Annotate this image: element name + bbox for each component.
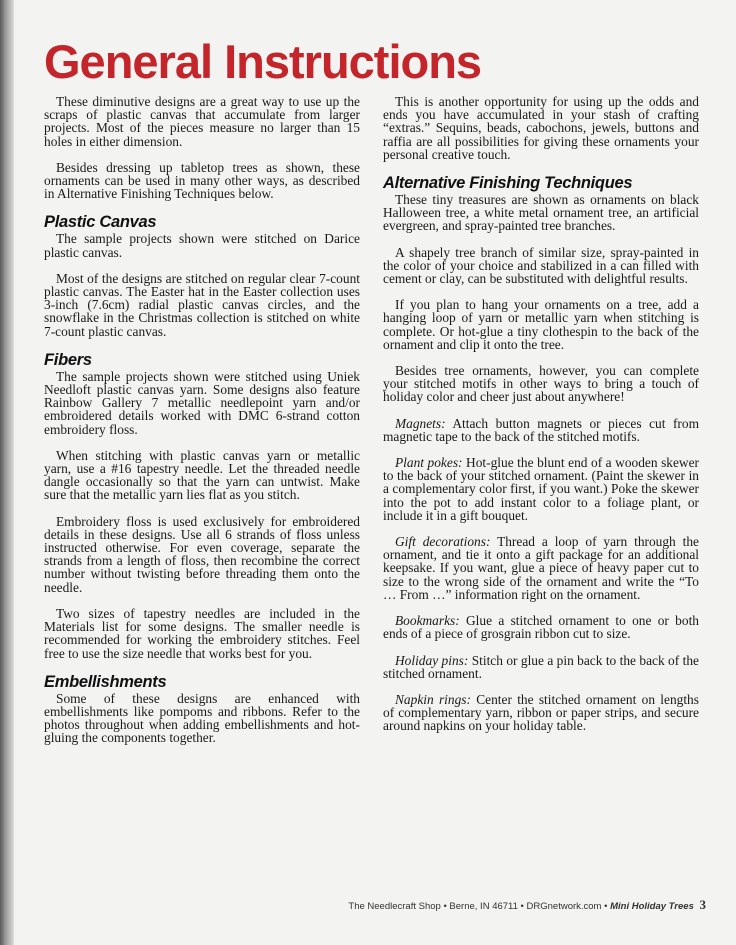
body-paragraph: Besides dressing up tabletop trees as shown, these ornaments can be used in many other ways, as described in Alternative Finishing Techniques below.: [44, 159, 360, 202]
section-heading: Fibers: [44, 350, 92, 369]
technique-paragraph: [383, 614, 699, 640]
technique-lead: Plant pokes:: [395, 455, 463, 471]
body-paragraph: Some of these designs are enhanced with embellishments like pompoms and ribbons. Refer to the photos throughout when adding embellishments and hot-gluing the components together.: [44, 690, 360, 746]
page-footer: [348, 897, 706, 913]
book-spine-shadow: [0, 0, 14, 945]
technique-text: Stitch or glue a pin back to the back of the stitched ornament.: [383, 652, 699, 681]
body-paragraph: If you plan to hang your ornaments on a tree, add a hanging loop of yarn or metallic yarn when stitching is complete. Or hot-glue a tiny clothespin to the back of the ornament and clip it onto the tree.: [383, 297, 699, 352]
left-column: [44, 95, 360, 758]
body-paragraph: These diminutive designs are a great way to use up the scraps of plastic canvas that accumulate from larger projects. Most of the pieces measure no larger than 15 holes in either dimension.: [44, 94, 360, 149]
footer-book-title: Mini Holiday Trees: [610, 901, 694, 912]
technique-lead: Holiday pins:: [395, 652, 469, 668]
body-paragraph: The sample projects shown were stitched using Uniek Needloft plastic canvas yarn. Some designs also feature Rainbow Gallery 7 metallic needlepoint yarn and/or embroidered details worked with DMC 6-strand cotton embroidery floss.: [44, 368, 360, 437]
right-column: [383, 95, 699, 746]
technique-lead: Gift decorations:: [395, 534, 491, 550]
technique-text: Attach button magnets or pieces cut from magnetic tape to the back of the stitched motifs.: [383, 415, 699, 444]
body-paragraph: Besides tree ornaments, however, you can complete your stitched motifs in other ways to bring a touch of holiday color and cheer just about anywhere!: [383, 363, 699, 405]
body-paragraph: These tiny treasures are shown as ornaments on black Halloween tree, a white metal ornament tree, an artificial evergreen, and spray-painted tree branches.: [383, 192, 699, 234]
page-title: General Instructions: [44, 35, 482, 88]
technique-text: Glue a stitched ornament to one or both ends of a piece of grosgrain ribbon cut to size.: [383, 613, 699, 642]
section-heading: Embellishments: [44, 672, 167, 691]
body-paragraph: Most of the designs are stitched on regular clear 7-count plastic canvas. The Easter hat in the Easter collection uses 3-inch (7.6cm) radial plastic canvas circles, and the snowflake in the Christmas collection is stitched on white 7-count plastic canvas.: [44, 270, 360, 339]
body-paragraph: Embroidery floss is used exclusively for embroidered details in these designs. Use all 6 strands of floss unless instructed otherwise. For even coverage, separate the strands from a length of floss, then recombine the correct number without twisting before threading them onto the needle.: [44, 513, 360, 595]
technique-text: Center the stitched ornament on lengths of complementary yarn, ribbon or paper strips, and secure around napkins on your holiday table.: [383, 691, 699, 734]
technique-lead: Magnets:: [395, 415, 446, 431]
body-paragraph: Two sizes of tapestry needles are included in the Materials list for some designs. The smaller needle is recommended for working the embroidery stitches. Feel free to use the size needle that works best for you.: [44, 605, 360, 661]
body-paragraph: This is another opportunity for using up the odds and ends you have accumulated in your stash of crafting “extras.” Sequins, beads, cabochons, jewels, buttons and raffia are all possibilities for giving these ornaments your personal creative touch.: [383, 94, 699, 162]
body-paragraph: The sample projects shown were stitched on Darice plastic canvas.: [44, 231, 360, 260]
technique-text: Thread a loop of yarn through the ornament, and tie it onto a gift package for an additional keepsake. If you want, glue a piece of heavy paper cut to size to the wrong side of the ornament and write the “To … From …” information right on the ornament.: [383, 534, 699, 602]
technique-paragraph: [383, 417, 699, 443]
technique-paragraph: [383, 654, 699, 680]
technique-lead: Bookmarks:: [395, 613, 460, 629]
body-paragraph: When stitching with plastic canvas yarn or metallic yarn, use a #16 tapestry needle. Let the threaded needle dangle occasionally so that the yarn can untwist. Make sure that the metallic yarn lies flat as you stitch.: [44, 447, 360, 503]
page-number: 3: [699, 897, 706, 912]
technique-lead: Napkin rings:: [395, 691, 471, 707]
section-heading: Alternative Finishing Techniques: [383, 174, 633, 193]
technique-paragraph: [383, 535, 699, 601]
technique-paragraph: [383, 693, 699, 733]
technique-text: Hot-glue the blunt end of a wooden skewer to the back of your stitched ornament. (Paint the skewer in a complementary color first, if you want.) Poke the skewer into the pot to add instant color to a foliage plant, or include it in a gift bouquet.: [383, 455, 700, 523]
section-heading: Plastic Canvas: [44, 213, 157, 232]
footer-publisher: The Needlecraft Shop • Berne, IN 46711 • DRGnetwork.com •: [348, 901, 608, 912]
body-paragraph: A shapely tree branch of similar size, spray-painted in the color of your choice and stabilized in a can filled with cement or clay, can be substituted with delightful results.: [383, 244, 699, 287]
technique-paragraph: [383, 456, 699, 522]
